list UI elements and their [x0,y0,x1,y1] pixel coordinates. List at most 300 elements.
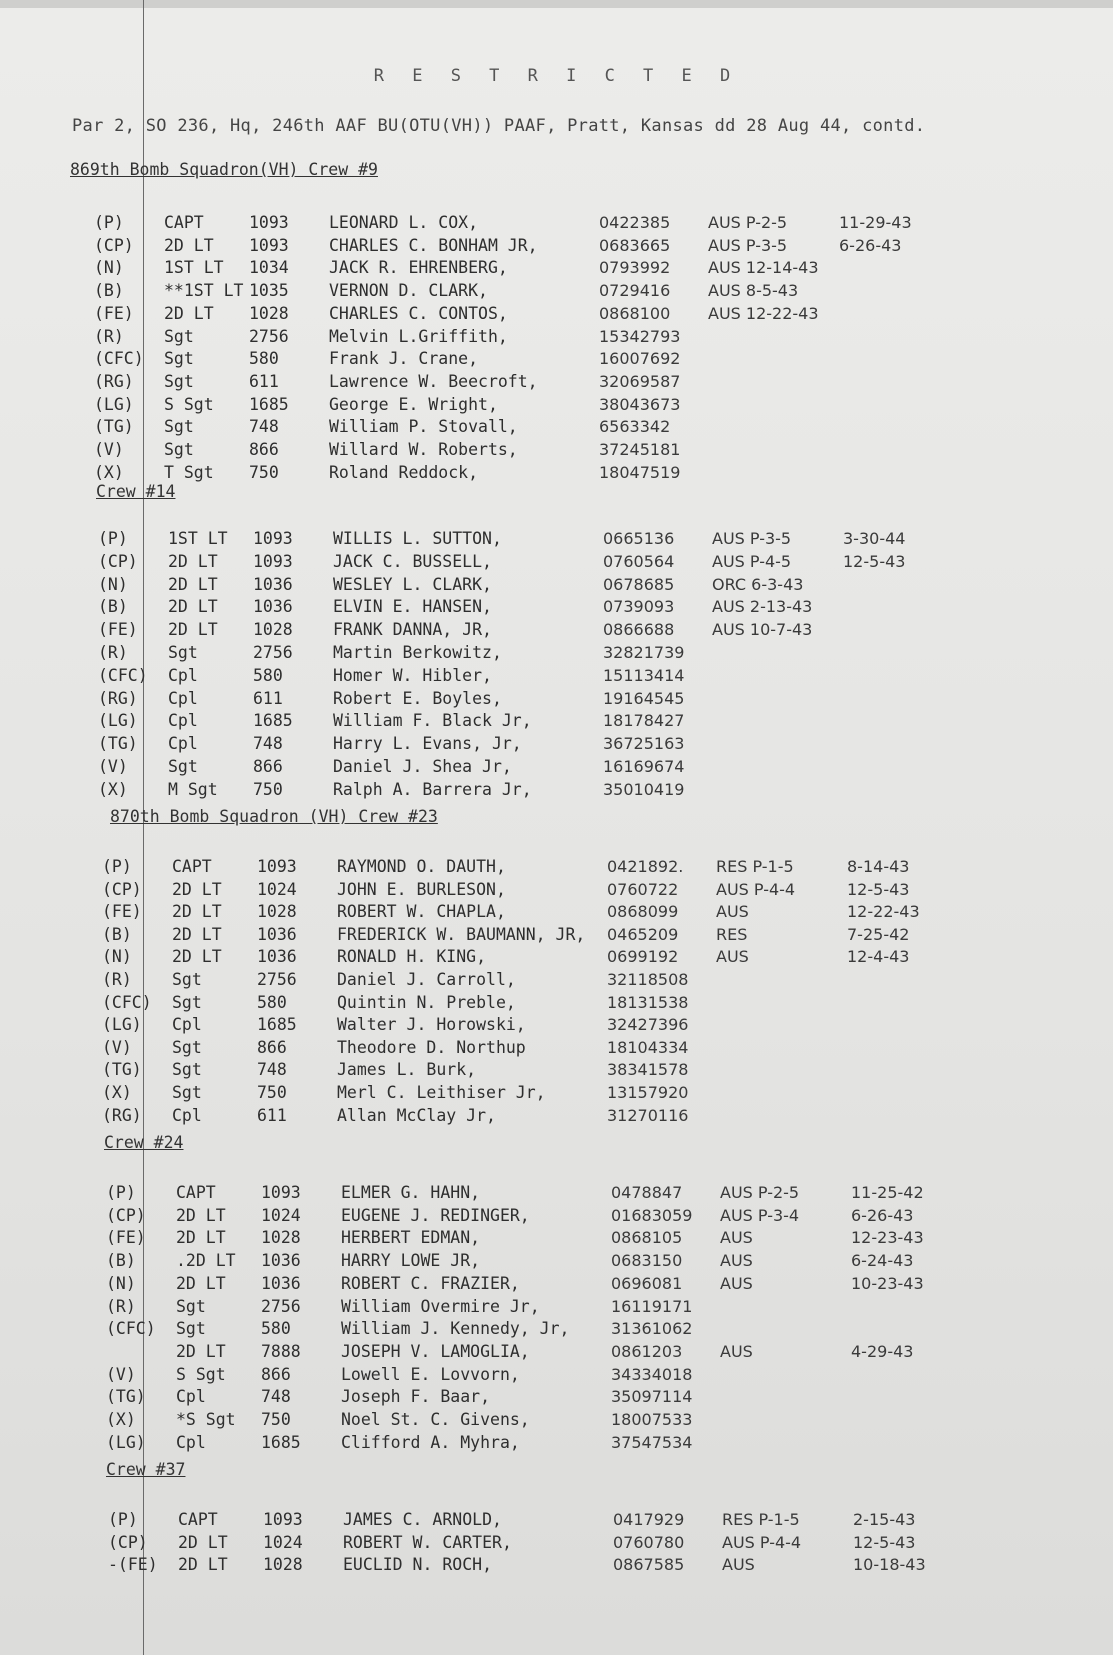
member-status: AUS 12-14-43 [708,258,819,278]
member-name: JAMES C. ARNOLD, [343,1510,502,1529]
member-mos: 2756 [253,643,293,662]
member-pos: (N) [106,1273,136,1293]
member-mos: 1093 [249,213,289,232]
member-pos: (CP) [108,1532,148,1552]
crew-member-row [102,902,1002,924]
member-rank: 2D LT [178,1532,228,1552]
crew-member-row [106,1206,1006,1228]
member-pos: (X) [102,1083,132,1102]
member-mos: 750 [257,1083,287,1102]
member-name: Merl C. Leithiser Jr, [337,1083,546,1102]
member-mos: 1024 [261,1205,301,1225]
member-name: EUGENE J. REDINGER, [341,1205,530,1225]
member-serial: 0422385 [599,213,671,232]
member-mos: 2756 [249,326,289,346]
member-name: EUCLID N. ROCH, [343,1555,493,1574]
member-serial: 18178427 [603,711,685,731]
crew-member-row [98,757,998,779]
member-mos: 580 [249,349,279,369]
member-name: Allan McClay Jr, [337,1105,496,1125]
member-pos: (V) [98,757,128,776]
member-pos: (X) [98,779,128,799]
member-date: 4-29-43 [851,1341,914,1361]
member-rank: T Sgt [164,462,214,482]
member-mos: 1093 [261,1183,301,1202]
member-serial: 0760780 [613,1532,685,1552]
member-date: 12-5-43 [847,879,910,899]
member-pos: (TG) [94,417,134,437]
crew-member-row [94,258,994,280]
member-status: AUS [720,1341,753,1361]
member-name: JOSEPH V. LAMOGLIA, [341,1341,530,1361]
member-name: Joseph F. Baar, [341,1387,491,1407]
member-serial: 6563342 [599,417,671,437]
crew-member-row [98,689,998,711]
member-mos: 866 [257,1037,287,1057]
member-rank: 2D LT [168,551,218,571]
member-status: AUS P-2-5 [720,1183,800,1202]
crew-member-row [98,597,998,619]
member-rank: 2D LT [176,1273,226,1293]
member-rank: 2D LT [172,947,222,967]
member-pos: (RG) [94,371,134,391]
member-serial: 0683150 [611,1251,683,1271]
member-mos: 1028 [257,902,297,922]
member-name: RONALD H. KING, [337,947,487,967]
member-pos: (P) [108,1510,138,1529]
member-pos: (P) [98,529,128,548]
member-pos: (X) [94,462,124,482]
member-mos: 2756 [257,970,297,989]
member-rank: Cpl [168,711,198,731]
member-pos: (R) [102,970,132,989]
member-serial: 15113414 [603,665,685,685]
crew-heading: Crew #14 [96,482,176,501]
member-name: Lawrence W. Beecroft, [329,371,538,391]
member-serial: 0868105 [611,1228,683,1248]
member-rank: 2D LT [168,574,218,594]
member-rank: Sgt [172,992,202,1012]
member-date: 3-30-44 [843,529,906,548]
member-status: AUS [716,902,749,922]
member-serial: 31270116 [607,1105,689,1125]
crew-member-row [106,1319,1006,1341]
crew-member-row [108,1555,1008,1577]
crew-member-row [106,1433,1006,1455]
member-name: William J. Kennedy, Jr, [341,1319,570,1339]
member-serial: 01683059 [611,1205,693,1225]
member-pos: (LG) [102,1015,142,1035]
member-pos: (R) [98,643,128,662]
member-status: AUS P-3-5 [712,529,792,548]
member-rank: Sgt [168,643,198,662]
member-date: 10-23-43 [851,1273,924,1293]
member-serial: 0739093 [603,597,675,617]
member-name: Quintin N. Preble, [337,992,516,1012]
crew-member-row [102,1106,1002,1128]
member-rank: S Sgt [176,1364,226,1384]
member-serial: 0793992 [599,258,671,278]
member-name: William Overmire Jr, [341,1296,540,1316]
member-name: Martin Berkowitz, [333,643,502,662]
crew-member-row [98,734,998,756]
member-mos: 750 [249,462,279,482]
member-date: 12-4-43 [847,947,910,967]
member-rank: Sgt [172,1060,202,1080]
member-name: Frank J. Crane, [329,349,479,369]
crew-heading: 870th Bomb Squadron (VH) Crew #23 [110,807,438,826]
member-pos: (CP) [94,235,134,255]
member-name: WESLEY L. CLARK, [333,574,492,594]
crew-heading: Crew #37 [106,1460,186,1479]
member-pos: (LG) [98,711,138,731]
member-mos: 1036 [253,597,293,617]
member-date: 12-5-43 [853,1532,916,1552]
member-rank: Sgt [176,1296,206,1316]
member-pos: (V) [94,440,124,459]
member-pos: (CP) [102,879,142,899]
member-pos: (TG) [102,1060,142,1080]
member-mos: 2756 [261,1296,301,1316]
crew-member-row [102,857,1002,879]
member-rank: Sgt [168,757,198,776]
member-date: 10-18-43 [853,1555,926,1574]
member-mos: 7888 [261,1341,301,1361]
member-rank: 2D LT [172,924,222,944]
member-mos: 580 [253,665,283,685]
member-rank: Cpl [168,665,198,685]
crew-member-row [98,780,998,802]
member-date: 7-25-42 [847,924,910,944]
crew-member-row [106,1410,1006,1432]
member-mos: 580 [261,1319,291,1339]
member-serial: 0683665 [599,235,671,255]
member-mos: 1036 [257,924,297,944]
crew-member-row [94,281,994,303]
member-name: ROBERT W. CHAPLA, [337,902,506,922]
member-name: WILLIS L. SUTTON, [333,529,502,548]
member-serial: 0866688 [603,620,675,640]
member-name: JOHN E. BURLESON, [337,879,506,899]
crew-member-row [98,620,998,642]
member-serial: 38043673 [599,394,681,414]
crew-member-row [108,1533,1008,1555]
member-pos: (R) [106,1296,136,1316]
crew-member-row [102,1015,1002,1037]
member-mos: 866 [261,1364,291,1384]
member-status: RES [716,924,748,944]
member-serial: 0729416 [599,281,671,301]
crew-member-row [108,1510,1008,1532]
member-rank: 2D LT [176,1228,226,1248]
member-name: Walter J. Horowski, [337,1015,526,1035]
crew-member-row [102,970,1002,992]
member-status: AUS P-2-5 [708,213,788,232]
member-pos: (RG) [102,1105,142,1125]
member-rank: Cpl [172,1105,202,1125]
member-rank: CAPT [172,857,212,876]
member-rank: 2D LT [172,879,222,899]
member-rank: Cpl [176,1432,206,1452]
member-pos: (N) [94,258,124,278]
member-mos: 580 [257,992,287,1012]
member-rank: Cpl [168,688,198,708]
member-rank: Sgt [164,440,194,459]
member-pos: (FE) [98,620,138,640]
member-mos: 1093 [263,1510,303,1529]
member-rank: S Sgt [164,394,214,414]
member-name: CHARLES C. BONHAM JR, [329,235,538,255]
member-date: 6-26-43 [839,235,902,255]
member-mos: 1024 [263,1532,303,1552]
member-mos: 1024 [257,879,297,899]
member-mos: 1028 [261,1228,301,1248]
member-pos: (FE) [106,1228,146,1248]
member-rank: Sgt [164,349,194,369]
member-mos: 748 [257,1060,287,1080]
member-rank: Sgt [172,1083,202,1102]
member-name: Ralph A. Barrera Jr, [333,779,532,799]
member-name: Robert E. Boyles, [333,688,502,708]
crew-member-row [94,463,994,485]
crew-heading: 869th Bomb Squadron(VH) Crew #9 [70,160,378,179]
member-rank: CAPT [164,213,204,232]
member-status: AUS 12-22-43 [708,303,819,323]
member-pos: (CFC) [98,665,148,685]
member-serial: 36725163 [603,734,685,754]
member-serial: 35097114 [611,1387,693,1407]
member-serial: 32069587 [599,371,681,391]
member-rank: Sgt [164,417,194,437]
member-status: AUS P-4-4 [716,879,796,899]
member-mos: 1685 [249,394,289,414]
member-pos: (N) [98,574,128,594]
crew-member-row [102,925,1002,947]
member-status: AUS 8-5-43 [708,281,799,301]
member-serial: 32118508 [607,970,689,989]
member-mos: 1036 [261,1273,301,1293]
member-name: Daniel J. Carroll, [337,970,516,989]
member-serial: 0868100 [599,303,671,323]
member-mos: 1028 [253,620,293,640]
member-pos: (CP) [106,1205,146,1225]
member-name: Willard W. Roberts, [329,440,518,459]
member-serial: 0665136 [603,529,675,548]
crew-member-row [102,947,1002,969]
crew-member-row [94,349,994,371]
member-serial: 18007533 [611,1410,693,1429]
member-date: 6-26-43 [851,1205,914,1225]
member-serial: 16119171 [611,1296,693,1316]
crew-member-row [106,1297,1006,1319]
member-rank: Cpl [172,1015,202,1035]
member-status: AUS P-4-4 [722,1532,802,1552]
member-mos: 1093 [253,551,293,571]
crew-heading: Crew #24 [104,1133,184,1152]
member-serial: 0696081 [611,1273,683,1293]
crew-member-row [106,1274,1006,1296]
member-rank: CAPT [176,1183,216,1202]
member-rank: 2D LT [176,1341,226,1361]
member-pos: (B) [94,281,124,301]
crew-member-row [106,1365,1006,1387]
member-serial: 31361062 [611,1319,693,1339]
member-rank: 2D LT [178,1555,228,1574]
member-pos: (FE) [102,902,142,922]
member-serial: 0678685 [603,574,675,594]
member-rank: 2D LT [176,1205,226,1225]
member-pos: (R) [94,326,124,346]
member-mos: 1093 [253,529,293,548]
member-serial: 32821739 [603,643,685,662]
member-serial: 34334018 [611,1364,693,1384]
member-rank: CAPT [178,1510,218,1529]
member-serial: 19164545 [603,688,685,708]
member-rank: 1ST LT [168,529,228,548]
member-mos: 1036 [257,947,297,967]
member-rank: *S Sgt [176,1410,236,1429]
member-rank: 2D LT [172,902,222,922]
crew-member-row [94,440,994,462]
member-mos: 1685 [257,1015,297,1035]
member-serial: 32427396 [607,1015,689,1035]
member-pos: (P) [106,1183,136,1202]
member-pos: (TG) [98,734,138,754]
member-name: William F. Black Jr, [333,711,532,731]
member-mos: 1034 [249,258,289,278]
member-name: HARRY LOWE JR, [341,1251,481,1271]
member-name: Lowell E. Lovvorn, [341,1364,520,1384]
member-date: 6-24-43 [851,1251,914,1271]
crew-member-row [102,880,1002,902]
member-name: Melvin L.Griffith, [329,326,508,346]
member-name: ELVIN E. HANSEN, [333,597,492,617]
member-serial: 18104334 [607,1037,689,1057]
member-name: Noel St. C. Givens, [341,1410,530,1429]
member-status: RES P-1-5 [722,1510,800,1529]
member-serial: 37547534 [611,1432,693,1452]
member-serial: 0417929 [613,1510,685,1529]
member-pos: (B) [106,1251,136,1271]
member-pos: (P) [94,213,124,232]
member-status: AUS P-3-4 [720,1205,800,1225]
member-rank: Cpl [176,1387,206,1407]
member-name: Roland Reddock, [329,462,479,482]
member-name: HERBERT EDMAN, [341,1228,481,1248]
member-mos: 1036 [253,574,293,594]
crew-member-row [102,1038,1002,1060]
member-name: Daniel J. Shea Jr, [333,757,512,776]
member-name: LEONARD L. COX, [329,213,479,232]
member-serial: 16007692 [599,349,681,369]
member-pos: (FE) [94,303,134,323]
member-pos: -(FE) [108,1555,158,1574]
member-name: ROBERT W. CARTER, [343,1532,512,1552]
crew-member-row [94,213,994,235]
crew-member-row [106,1342,1006,1364]
member-date: 11-25-42 [851,1183,924,1202]
crew-member-row [94,395,994,417]
member-mos: 1028 [249,303,289,323]
crew-member-row [98,529,998,551]
member-mos: 1093 [249,235,289,255]
crew-member-row [94,236,994,258]
member-pos: (P) [102,857,132,876]
member-pos: (CFC) [106,1319,156,1339]
member-mos: 611 [257,1105,287,1125]
crew-member-row [98,643,998,665]
member-rank: Sgt [164,326,194,346]
member-serial: 16169674 [603,757,685,776]
member-pos: (CP) [98,551,138,571]
member-name: Harry L. Evans, Jr, [333,734,522,754]
member-pos: (LG) [106,1432,146,1452]
crew-member-row [98,552,998,574]
member-status: AUS [720,1273,753,1293]
member-rank: Sgt [164,371,194,391]
crew-member-row [106,1387,1006,1409]
member-status: AUS [720,1251,753,1271]
member-serial: 0760564 [603,551,675,571]
member-date: 8-14-43 [847,857,910,876]
member-name: William P. Stovall, [329,417,518,437]
crew-member-row [102,993,1002,1015]
member-name: Clifford A. Myhra, [341,1432,520,1452]
member-mos: 1028 [263,1555,303,1574]
member-name: FREDERICK W. BAUMANN, JR, [337,924,586,944]
member-serial: 37245181 [599,440,681,459]
member-rank: M Sgt [168,779,218,799]
member-mos: 611 [253,688,283,708]
member-pos: (X) [106,1410,136,1429]
member-mos: 1036 [261,1251,301,1271]
member-pos: (CFC) [94,349,144,369]
document-title: R E S T R I C T E D [373,66,740,86]
member-pos: (LG) [94,394,134,414]
crew-member-row [102,1083,1002,1105]
member-name: Homer W. Hibler, [333,665,492,685]
crew-member-row [94,304,994,326]
member-name: ELMER G. HAHN, [341,1183,481,1202]
member-mos: 611 [249,371,279,391]
member-mos: 1685 [261,1432,301,1452]
member-name: CHARLES C. CONTOS, [329,303,508,323]
crew-member-row [106,1228,1006,1250]
member-mos: 1035 [249,281,289,301]
member-rank: 2D LT [164,303,214,323]
member-status: RES P-1-5 [716,857,794,876]
member-serial: 0760722 [607,879,679,899]
member-status: AUS [716,947,749,967]
member-date: 2-15-43 [853,1510,916,1529]
member-name: RAYMOND O. DAUTH, [337,857,506,876]
member-serial: 0867585 [613,1555,685,1574]
member-status: AUS P-4-5 [712,551,792,571]
member-pos: (RG) [98,688,138,708]
crew-member-row [98,575,998,597]
member-status: AUS 10-7-43 [712,620,813,640]
member-name: George E. Wright, [329,394,498,414]
crew-member-row [106,1183,1006,1205]
special-order-line: Par 2, SO 236, Hq, 246th AAF BU(OTU(VH)) PAAF, Pratt, Kansas dd 28 Aug 44, contd. [72,116,926,136]
member-name: VERNON D. CLARK, [329,281,488,301]
member-serial: 18131538 [607,992,689,1012]
page-top-edge [0,0,1113,8]
member-status: AUS P-3-5 [708,235,788,255]
member-status: AUS [720,1228,753,1248]
crew-member-row [98,711,998,733]
member-serial: 18047519 [599,462,681,482]
